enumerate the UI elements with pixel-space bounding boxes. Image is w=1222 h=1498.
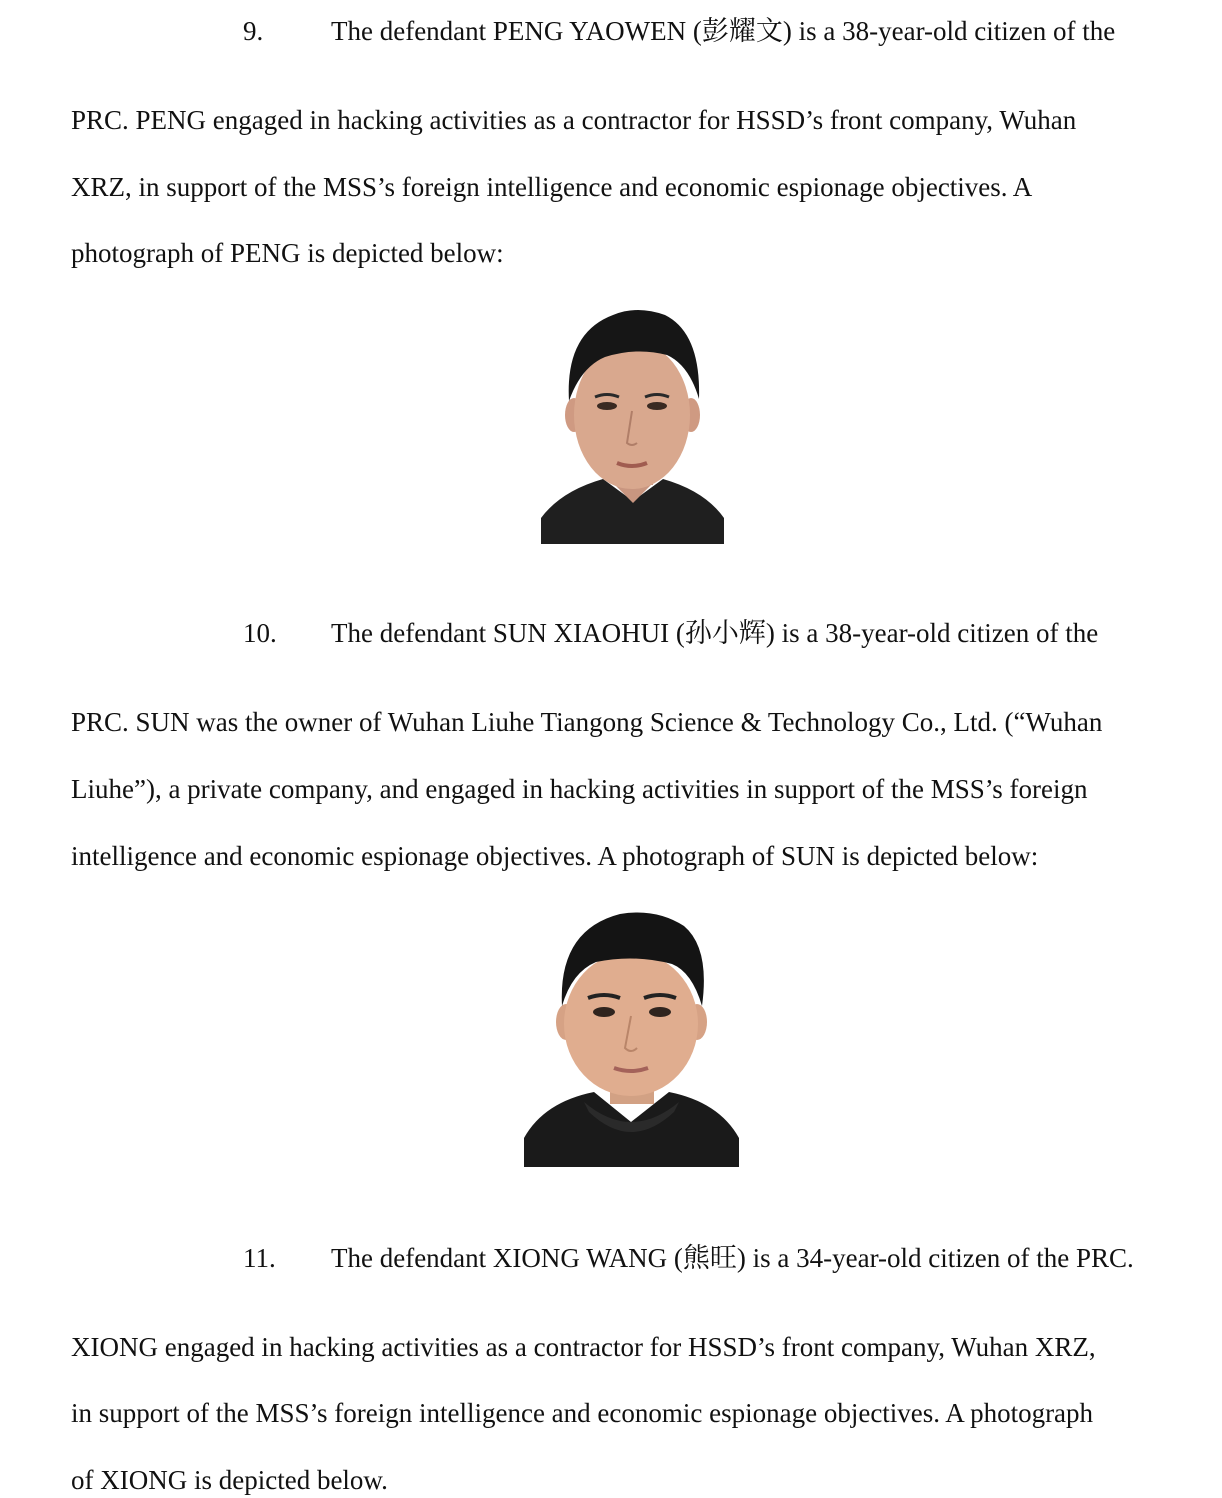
paragraph-number: 10. (243, 618, 277, 648)
paragraph-line: XIONG engaged in hacking activities as a contractor for HSSD’s front company, Wuhan XRZ, (71, 1332, 1096, 1362)
paragraph-line: in support of the MSS’s foreign intelligence and economic espionage objectives. A photograph (71, 1398, 1094, 1428)
paragraph-line: PRC. SUN was the owner of Wuhan Liuhe Tiangong Science & Technology Co., Ltd. (“Wuhan (71, 707, 1103, 737)
paragraph-line: photograph of PENG is depicted below: (71, 238, 504, 268)
paragraph-number: 11. (243, 1243, 276, 1273)
paragraph-number: 9. (243, 16, 264, 46)
defendant-photo-peng (541, 303, 724, 544)
paragraph-line: The defendant PENG YAOWEN (彭耀文) is a 38-year-old citizen of the (331, 16, 1116, 46)
paragraph-line: The defendant SUN XIAOHUI (孙小辉) is a 38-year-old citizen of the (331, 618, 1099, 648)
paragraph-line: of XIONG is depicted below. (71, 1465, 388, 1495)
paragraph-line: intelligence and economic espionage objectives. A photograph of SUN is depicted below: (71, 841, 1039, 871)
paragraph-line: PRC. PENG engaged in hacking activities as a contractor for HSSD’s front company, Wuhan (71, 105, 1077, 135)
defendant-photo-sun (524, 906, 739, 1167)
paragraph-line: Liuhe”), a private company, and engaged in hacking activities in support of the MSS’s foreign (71, 774, 1088, 804)
paragraph-line: XRZ, in support of the MSS’s foreign intelligence and economic espionage objectives. A (71, 172, 1033, 202)
paragraph-line: The defendant XIONG WANG (熊旺) is a 34-year-old citizen of the PRC. (331, 1243, 1134, 1273)
